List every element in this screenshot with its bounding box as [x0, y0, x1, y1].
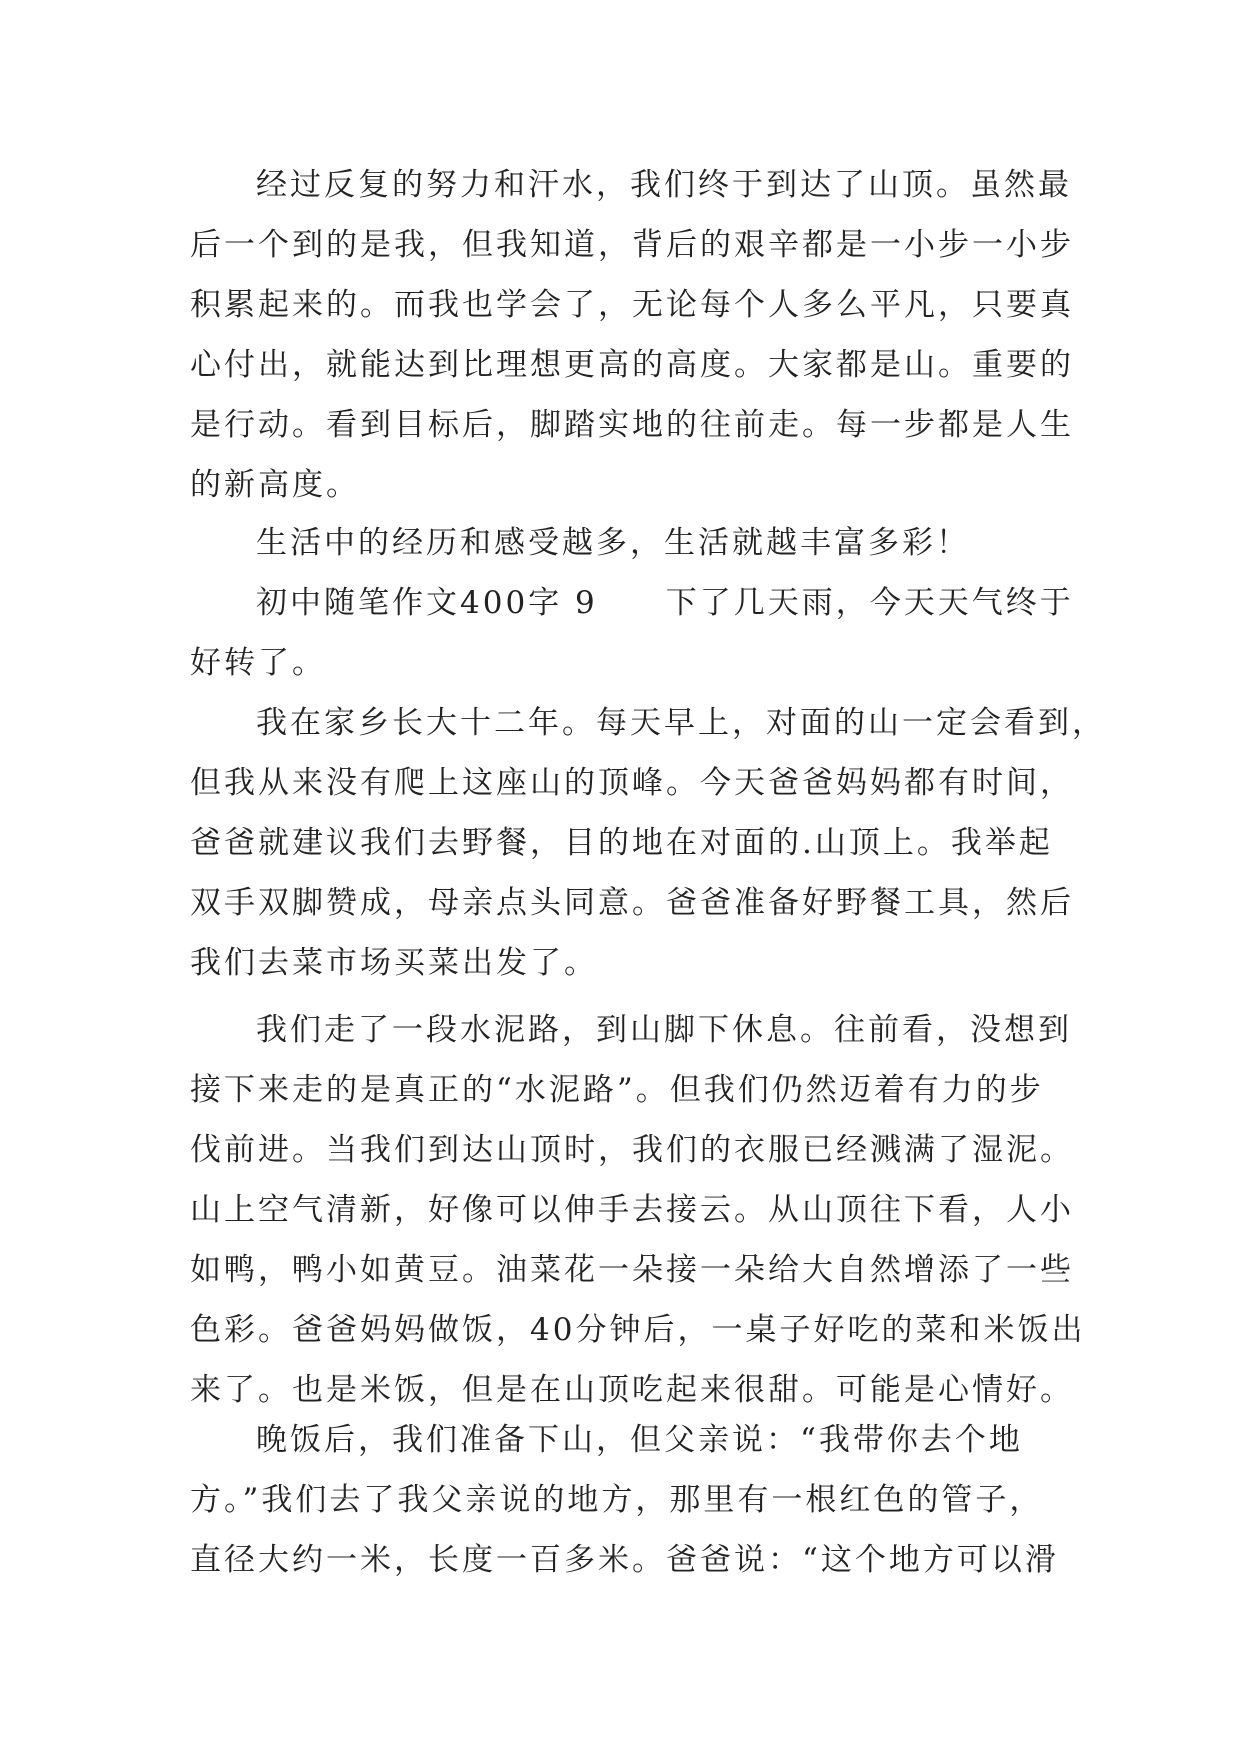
- text-line: 晚饭后，我们准备下山，但父亲说：“我带你去个地: [256, 1422, 1023, 1458]
- text-line: 方。”我们去了我父亲说的地方，那里有一根红色的管子，: [190, 1482, 1044, 1518]
- paragraph-hometown: [190, 693, 1106, 993]
- text-line: 接下来走的是真正的“水泥路”。但我们仍然迈着有力的步: [190, 1072, 1044, 1108]
- paragraph-conclusion: [190, 513, 1054, 573]
- text-line: 好转了。: [190, 645, 326, 681]
- text-line: 我们走了一段水泥路，到山脚下休息。往前看，没想到: [256, 1012, 1072, 1048]
- paragraph-essay-heading: [190, 573, 1074, 693]
- text-line: 双手双脚赞成，母亲点头同意。爸爸准备好野餐工具，然后: [190, 885, 1074, 921]
- text-line: 山上空气清新，好像可以伸手去接云。从山顶往下看，人小: [190, 1192, 1074, 1228]
- text-line: 的新高度。: [190, 467, 360, 503]
- text-line: 但我从来没有爬上这座山的顶峰。今天爸爸妈妈都有时间，: [190, 765, 1074, 801]
- text-line: 经过反复的努力和汗水，我们终于到达了山顶。虽然最: [256, 167, 1072, 203]
- paragraph-after-dinner: [190, 1410, 1059, 1590]
- text-line: 后一个到的是我，但我知道，背后的艰辛都是一小步一小步: [190, 227, 1074, 263]
- text-line: 色彩。爸爸妈妈做饭，40分钟后，一桌子好吃的菜和米饭出: [190, 1312, 1086, 1348]
- text-line: 爸爸就建议我们去野餐，目的地在对面的.山顶上。我举起: [190, 825, 1053, 861]
- paragraph-climb: [190, 1000, 1086, 1420]
- text-line: 是行动。看到目标后，脚踏实地的往前走。每一步都是人生: [190, 407, 1074, 443]
- text-line: 来了。也是米饭，但是在山顶吃起来很甜。可能是心情好。: [190, 1372, 1074, 1408]
- paragraph-summit: [190, 155, 1074, 515]
- text-line: 生活中的经历和感受越多，生活就越丰富多彩！: [256, 525, 970, 561]
- text-line: 伐前进。当我们到达山顶时，我们的衣服已经溅满了湿泥。: [190, 1132, 1074, 1168]
- text-line: 积累起来的。而我也学会了，无论每个人多么平凡，只要真: [190, 287, 1074, 323]
- text-line: 我在家乡长大十二年。每天早上，对面的山一定会看到，: [256, 705, 1106, 741]
- text-line: 心付出，就能达到比理想更高的高度。大家都是山。重要的: [190, 347, 1074, 383]
- text-line: 直径大约一米，长度一百多米。爸爸说：“这个地方可以滑: [190, 1542, 1059, 1578]
- text-line: 初中随笔作文400字 9 下了几天雨，今天天气终于: [256, 585, 1074, 621]
- text-line: 如鸭，鸭小如黄豆。油菜花一朵接一朵给大自然增添了一些: [190, 1252, 1074, 1288]
- text-line: 我们去菜市场买菜出发了。: [190, 945, 598, 981]
